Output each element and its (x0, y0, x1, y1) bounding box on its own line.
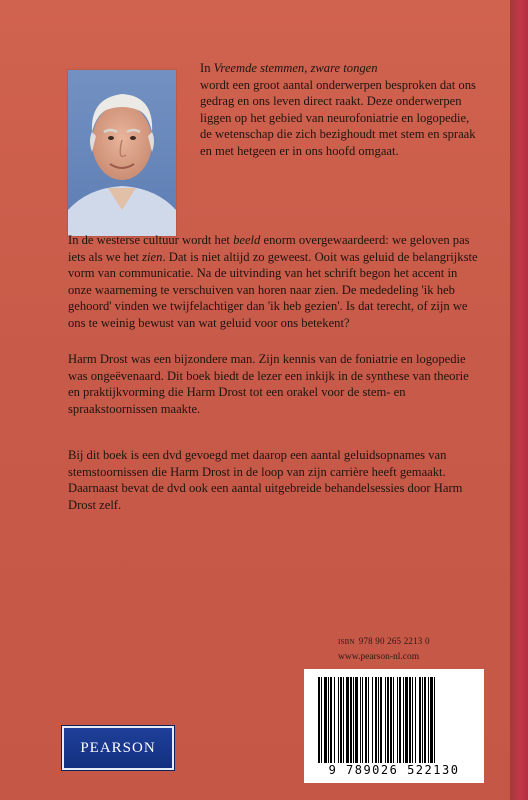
author-paragraph: Harm Drost was een bijzondere man. Zijn kennis van de foniatrie en logopedie was ongeëvenaard. Dit boek biedt de lezer een inkijk in de synthese van theorie en praktijkvorming die Harm Drost tot een orakel voor de stem- en spraakstoornissen maakte. (68, 352, 469, 416)
isbn-line (338, 636, 488, 648)
pearson-logo (62, 726, 174, 770)
spine-edge (510, 0, 528, 800)
dvd-paragraph: Bij dit boek is een dvd gevoegd met daarop een aantal geluidsopnames van stemstoornissen die Harm Drost in de loop van zijn carrière heeft gemaakt. Daarnaast bevat de dvd ook een aantal uitgebreide behandelsessies door Harm Drost zelf. (68, 448, 463, 512)
pearson-logo-text: PEARSON (80, 739, 156, 756)
barcode (304, 669, 484, 783)
author-photo (68, 70, 176, 236)
barcode-number: 9 789026 522130 (328, 763, 460, 777)
intro-paragraph: In Vreemde stemmen, zware tongen wordt een groot aantal onderwerpen besproken dat ons gedrag en ons leven direct raakt. Deze onderwerpen liggen op het gebied van neurofoniatrie en logopedie, de wetenschap die zich bezighoudt met stem en spraak en met hetgeen er in ons hoofd omgaat. (200, 61, 476, 158)
culture-paragraph: In de westerse cultuur wordt het beeld enorm overgewaardeerd: we geloven pas iets als we het zien. Dat is niet altijd zo geweest. Ooit was geluid de belangrijkste vorm van communicatie. Na de uitvinding van het schrift begon het accent in onze waarneming te verschuiven van horen naar zien. De mededeling 'ik heb gehoord' vinden we twijfelachtiger dan 'ik heb gezien'. Is dat terecht, of zijn we ons te weinig bewust van wat geluid voor ons betekent? (68, 233, 478, 330)
barcode-bars (316, 677, 472, 763)
publisher-website: www.pearson-nl.com (338, 652, 420, 662)
isbn-label: ISBN (338, 638, 355, 646)
isbn-value: 978 90 265 2213 0 (358, 636, 430, 646)
